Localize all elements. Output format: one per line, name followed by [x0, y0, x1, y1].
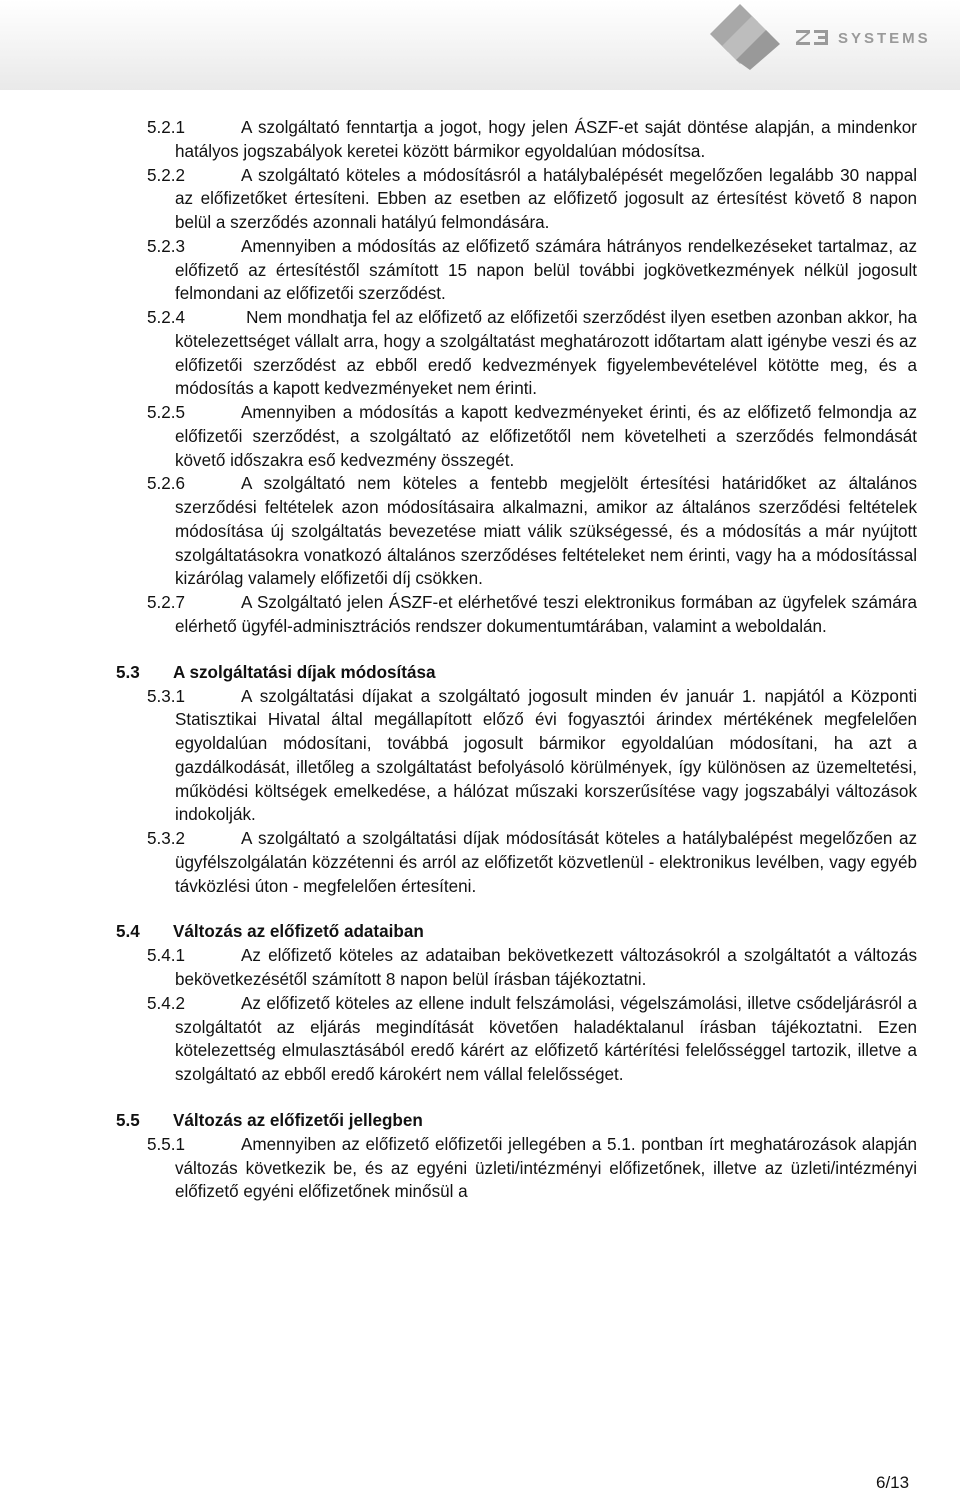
section-heading — [0, 920, 960, 944]
clause-number: 5.3.2 — [147, 829, 186, 848]
clause — [147, 685, 917, 828]
section-number: 5.3 — [116, 662, 140, 682]
clause-text: Amennyiben a módosítás a kapott kedvezményeket érinti, és az előfizető felmondja az előfizetői szerződést, a szolgáltató az előfizetőtől nem követelheti a szerződés felmondását követő időszakra eső kedvezmény összegét. — [175, 403, 917, 470]
clause — [147, 591, 917, 639]
document-body — [0, 116, 960, 1204]
clause-number: 5.2.2 — [147, 165, 186, 185]
clause — [147, 992, 917, 1087]
clause-number: 5.2.1 — [147, 118, 186, 137]
clause-number: 5.2.6 — [147, 474, 186, 494]
clause-number: 5.5.1 — [147, 1134, 186, 1154]
clause-text: A szolgáltató nem köteles a fentebb megjelölt értesítési határidőket az általános szerződési feltételek azon módosításaira alkalmazni, amikor az általános szerződési feltételek módosítása új szolgáltatás bevezetése miatt válik szükségessé, és a módosítás a már nyújtott szolgáltatásokra vonatkozó általános szerződéses feltételeket nem érinti, vagy ha a módosítással kizárólag valamely előfizetői díj csökken. — [175, 474, 917, 589]
clause — [147, 306, 917, 401]
clause-text: Az előfizető köteles az ellene indult felszámolási, végelszámolási, illetve csődeljárásról a szolgáltatót az eljárás megindítását követően haladéktalanul írásban tájékoztatni. Ezen kötelezettség elmulasztásából eredő kárért az előfizető kártérítési felelősséggel tartozik, illetve a szolgáltató az ebből eredő károkért nem vállal felelősséget. — [175, 993, 917, 1084]
section-title: A szolgáltatási díjak módosítása — [173, 662, 436, 682]
clause-text: A szolgáltató fenntartja a jogot, hogy jelen ÁSZF-et saját döntése alapján, a mindenkor hatályos jogszabályok keretei között bármikor egyoldalúan módosítsa. — [175, 118, 917, 161]
clause-number: 5.2.7 — [147, 593, 186, 612]
clause-text: A Szolgáltató jelen ÁSZF-et elérhetővé teszi elektronikus formában az ügyfelek számára elérhető ügyfél-adminisztrációs rendszer dokumentumtárában, valamint a weboldalán. — [175, 593, 917, 636]
section-5-2-items — [0, 116, 960, 639]
clause-text: Az előfizető köteles az adataiban bekövetkezett változásokról a szolgáltatót a változás bekövetkezésétől számított 8 napon belül írásban tájékoztatni. — [175, 946, 917, 989]
clause — [147, 401, 917, 472]
clause-text: Nem mondhatja fel az előfizető az előfizetői szerződést ilyen esetben azonban akkor, ha kötelezettséget vállalt arra, hogy a szolgáltatást meghatározott időtartam alatt igénybe veszi és az előfizetői szerződést az ebből eredő kedvezmények figyelembevételével kötötte meg, és a módosítás a kapott kedvezményeket nem érinti. — [175, 308, 917, 399]
section-title: Változás az előfizető adataiban — [173, 922, 424, 942]
clause — [147, 1133, 917, 1204]
clause-text: A szolgáltatási díjakat a szolgáltató jogosult minden év január 1. napjától a Központi Statisztikai Hivatal által megállapított előző évi fogyasztói árindex mértékének megfelelően egyoldalúan módosítani, továbbá jogosult bármikor egyoldalúan módosítani, ha azt a gazdálkodását, illetőleg a szolgáltatást befolyásoló körülmények, így különösen az üzemeltetési, működési költségek emelkedése, a hálózat műszaki korszerűsítése vagy jogszabályi változások indokolják. — [175, 686, 917, 825]
section-number: 5.5 — [116, 1110, 140, 1130]
logo-text: SYSTEMS — [838, 30, 931, 47]
page-number: 6/13 — [876, 1473, 910, 1492]
clause-text: Amennyiben a módosítás az előfizető számára hátrányos rendelkezéseket tartalmaz, az előfizető az értesítéstől számított 15 napon belül további jogkövetkezmények nélkül jogosult felmondani az előfizetői szerződést. — [175, 236, 917, 304]
clause — [147, 944, 917, 992]
section-heading — [0, 1109, 960, 1133]
clause-text: A szolgáltató a szolgáltatási díjak módosítását köteles a hatálybalépést megelőzően az ügyfélszolgálatán közzétenni és arról az előfizetőt közvetlenül - elektronikus levélben, vagy egyéb távközlési úton - megfelelően értesíteni. — [175, 829, 917, 896]
clause-text: Amennyiben az előfizető előfizetői jellegében a 5.1. pontban írt meghatározások alapján változás következik be, és az egyéni üzleti/intézményi előfizetőnek, illetve az üzleti/intézményi előfizető egyéni előfizetőnek minősül a — [175, 1134, 917, 1202]
clause — [147, 164, 917, 235]
page-header — [0, 0, 960, 90]
clause — [147, 235, 917, 306]
clause-number: 5.2.4 — [147, 308, 186, 327]
clause — [147, 827, 917, 898]
clause-number: 5.2.5 — [147, 403, 186, 422]
clause — [147, 116, 917, 164]
clause-number: 5.3.1 — [147, 686, 186, 706]
section-number: 5.4 — [116, 922, 140, 942]
section-heading — [0, 661, 960, 685]
clause-number: 5.4.2 — [147, 993, 186, 1013]
clause-number: 5.4.1 — [147, 946, 186, 966]
clause — [147, 472, 917, 591]
clause-number: 5.2.3 — [147, 236, 186, 256]
clause-text: A szolgáltató köteles a módosításról a hatálybalépését megelőzően legalább 30 nappal az előfizetőket értesíteni. Ebben az esetben az előfizető jogosult az értesítést követő 8 napon belül a szerződés azonnali hatályú felmondására. — [175, 165, 917, 232]
section-title: Változás az előfizetői jellegben — [173, 1110, 423, 1130]
